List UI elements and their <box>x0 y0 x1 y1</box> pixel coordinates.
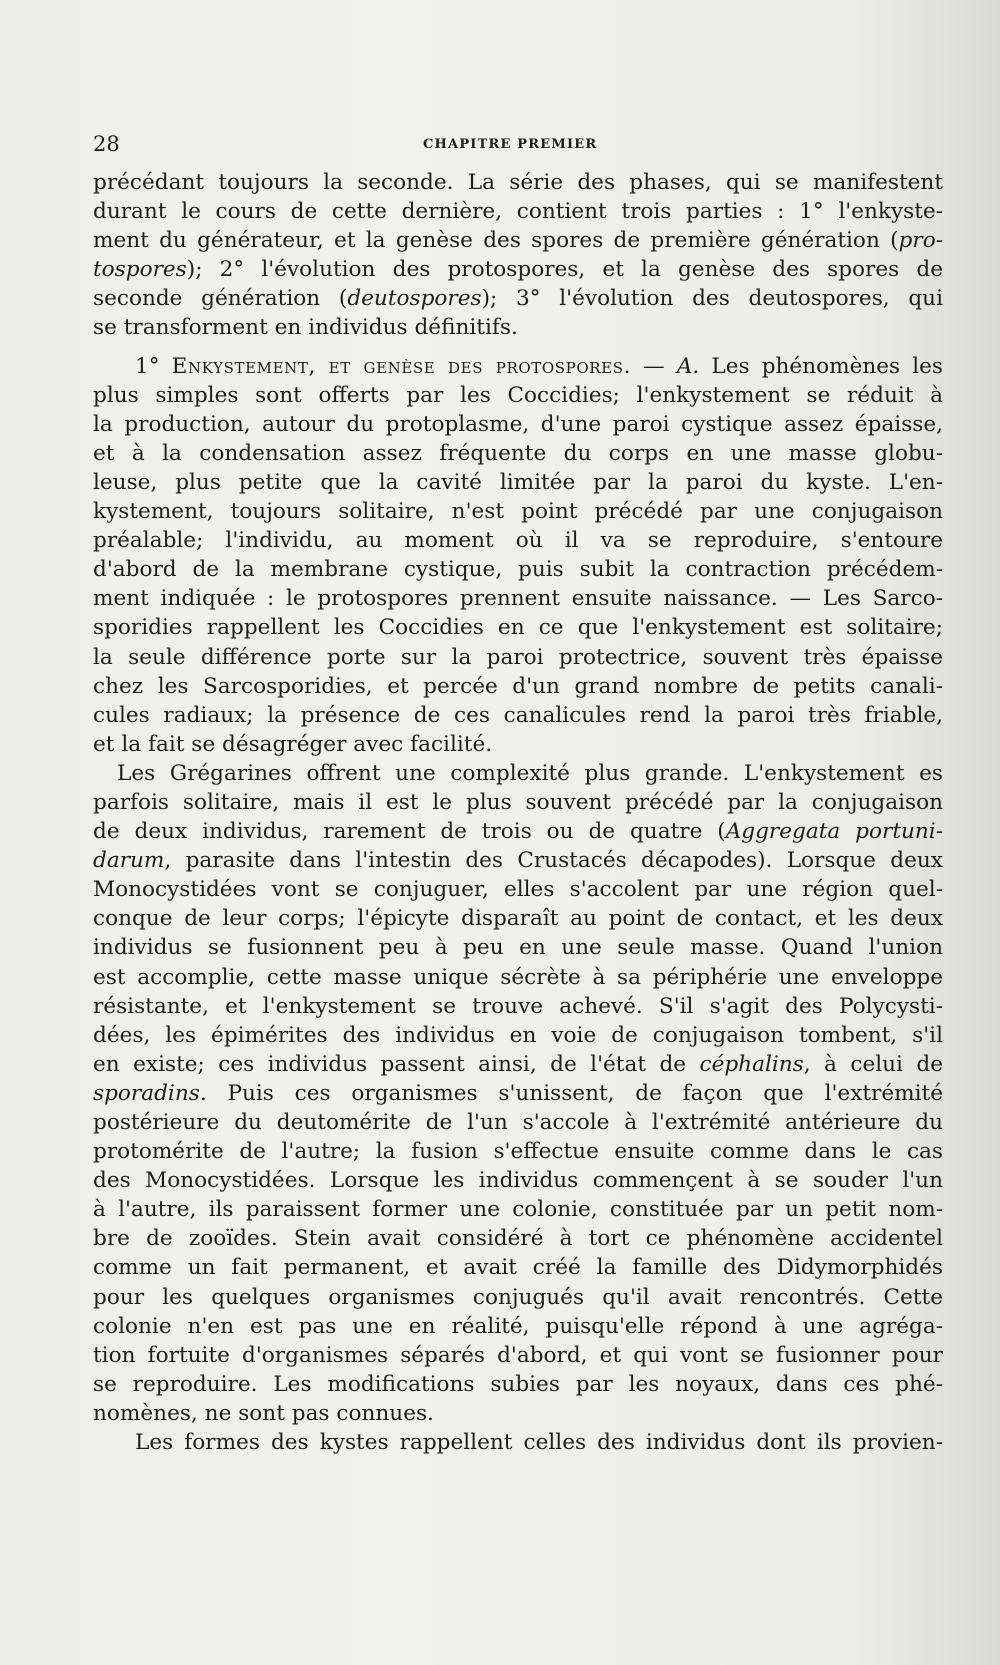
text-line: la production, autour du protoplasme, d'une paroi cystique assez épaisse, <box>93 411 943 437</box>
text-line: postérieure du deutomérite de l'un s'accole à l'extrémité antérieure du <box>93 1110 943 1135</box>
text-line: d'abord de la membrane cystique, puis subit la contraction précédem- <box>93 557 943 583</box>
text-line: cules radiaux; la présence de ces canalicules rend la paroi très friable, <box>93 702 943 728</box>
text-line: se transforment en individus définitifs. <box>93 315 518 341</box>
text-line: des Monocystidées. Lorsque les individus commençent à se souder l'un <box>93 1168 943 1194</box>
text-line: leuse, plus petite que la cavité limitée par la paroi du kyste. L'en- <box>93 469 943 495</box>
text-line: protomérite de l'autre; la fusion s'effectue ensuite comme dans le cas <box>93 1139 943 1165</box>
section-heading-line <box>93 352 943 381</box>
text-line: conque de leur corps; l'épicyte disparaît au point de contact, et les deux <box>93 906 943 932</box>
text-line: et à la condensation assez fréquente du corps en une masse globu- <box>93 440 943 466</box>
text-line: et la fait se désagréger avec facilité. <box>93 731 493 757</box>
text-line: durant le cours de cette dernière, contient trois parties : 1° l'enkyste- <box>93 199 943 225</box>
page-number: 28 <box>93 132 120 156</box>
text-line: la seule différence porte sur la paroi protectrice, souvent très épaisse <box>93 644 943 670</box>
page-header <box>93 132 940 162</box>
text-line: précédant toujours la seconde. La série des phases, qui se manifestent <box>93 170 943 195</box>
text-line: plus simples sont offerts par les Coccidies; l'enkystement se réduit à <box>93 382 943 408</box>
text-line: tion fortuite d'organismes séparés d'abord, et qui vont se fusionner pour <box>93 1342 943 1368</box>
section-heading-continuation: — A. Les phénomènes les <box>631 353 943 379</box>
text-line: en existe; ces individus passent ainsi, de l'état de céphalins, à celui de <box>93 1051 943 1077</box>
text-line: est accomplie, cette masse unique sécrète à sa périphérie une enveloppe <box>93 964 943 990</box>
text-line: comme un fait permanent, et avait créé la famille des Didymorphidés <box>93 1255 943 1281</box>
text-line: individus se fusionnent peu à peu en une seule masse. Quand l'union <box>93 935 943 961</box>
paragraph-start-line: Les formes des kystes rappellent celles des individus dont ils provien- <box>135 1430 943 1456</box>
text-line: kystement, toujours solitaire, n'est point précédé par une conjugaison <box>93 499 943 525</box>
text-line: seconde génération (deutospores); 3° l'évolution des deutospores, qui <box>93 286 943 312</box>
text-line: colonie n'en est pas une en réalité, puisqu'elle répond à une agréga- <box>93 1313 943 1339</box>
text-line: chez les Sarcosporidies, et percée d'un grand nombre de petits canali- <box>93 673 943 699</box>
running-title: CHAPITRE PREMIER <box>423 137 598 152</box>
text-line: sporadins. Puis ces organismes s'unissent, de façon que l'extrémité <box>93 1080 943 1106</box>
section-heading: Enkystement, et genèse des protospores. <box>171 353 632 379</box>
text-line: darum, parasite dans l'intestin des Crustacés décapodes). Lorsque deux <box>93 848 943 874</box>
section-number: 1° <box>135 353 172 379</box>
body-text <box>93 168 943 1457</box>
text-line: se reproduire. Les modifications subies par les noyaux, dans ces phé- <box>93 1371 943 1397</box>
text-line: Monocystidées vont se conjuguer, elles s'accolent par une région quel- <box>93 877 943 903</box>
text-line: dées, les épimérites des individus en voie de conjugaison tombent, s'il <box>93 1022 943 1048</box>
text-line: nomènes, ne sont pas connues. <box>93 1400 434 1426</box>
text-line: pour les quelques organismes conjugués qu'il avait rencontrés. Cette <box>93 1284 943 1310</box>
text-line: parfois solitaire, mais il est le plus souvent précédé par la conjugaison <box>93 789 943 815</box>
text-line: à l'autre, ils paraissent former une colonie, constituée par un petit nom- <box>93 1197 943 1223</box>
text-line: tospores); 2° l'évolution des protospores, et la genèse des spores de <box>93 257 943 283</box>
text-line: bre de zooïdes. Stein avait considéré à tort ce phénomène accidentel <box>93 1226 943 1252</box>
paragraph-start-line: Les Grégarines offrent une complexité plus grande. L'enkystement es <box>117 760 943 786</box>
text-line: résistante, et l'enkystement se trouve achevé. S'il s'agit des Polycysti- <box>93 993 943 1019</box>
text-line: de deux individus, rarement de trois ou de quatre (Aggregata portuni- <box>93 819 943 845</box>
text-line: sporidies rappellent les Coccidies en ce que l'enkystement est solitaire; <box>93 615 943 641</box>
text-line: ment du générateur, et la genèse des spores de première génération (pro- <box>93 228 943 254</box>
text-line: préalable; l'individu, au moment où il va se reproduire, s'entoure <box>93 528 943 554</box>
text-line: ment indiquée : le protospores prennent ensuite naissance. — Les Sarco- <box>93 586 943 612</box>
